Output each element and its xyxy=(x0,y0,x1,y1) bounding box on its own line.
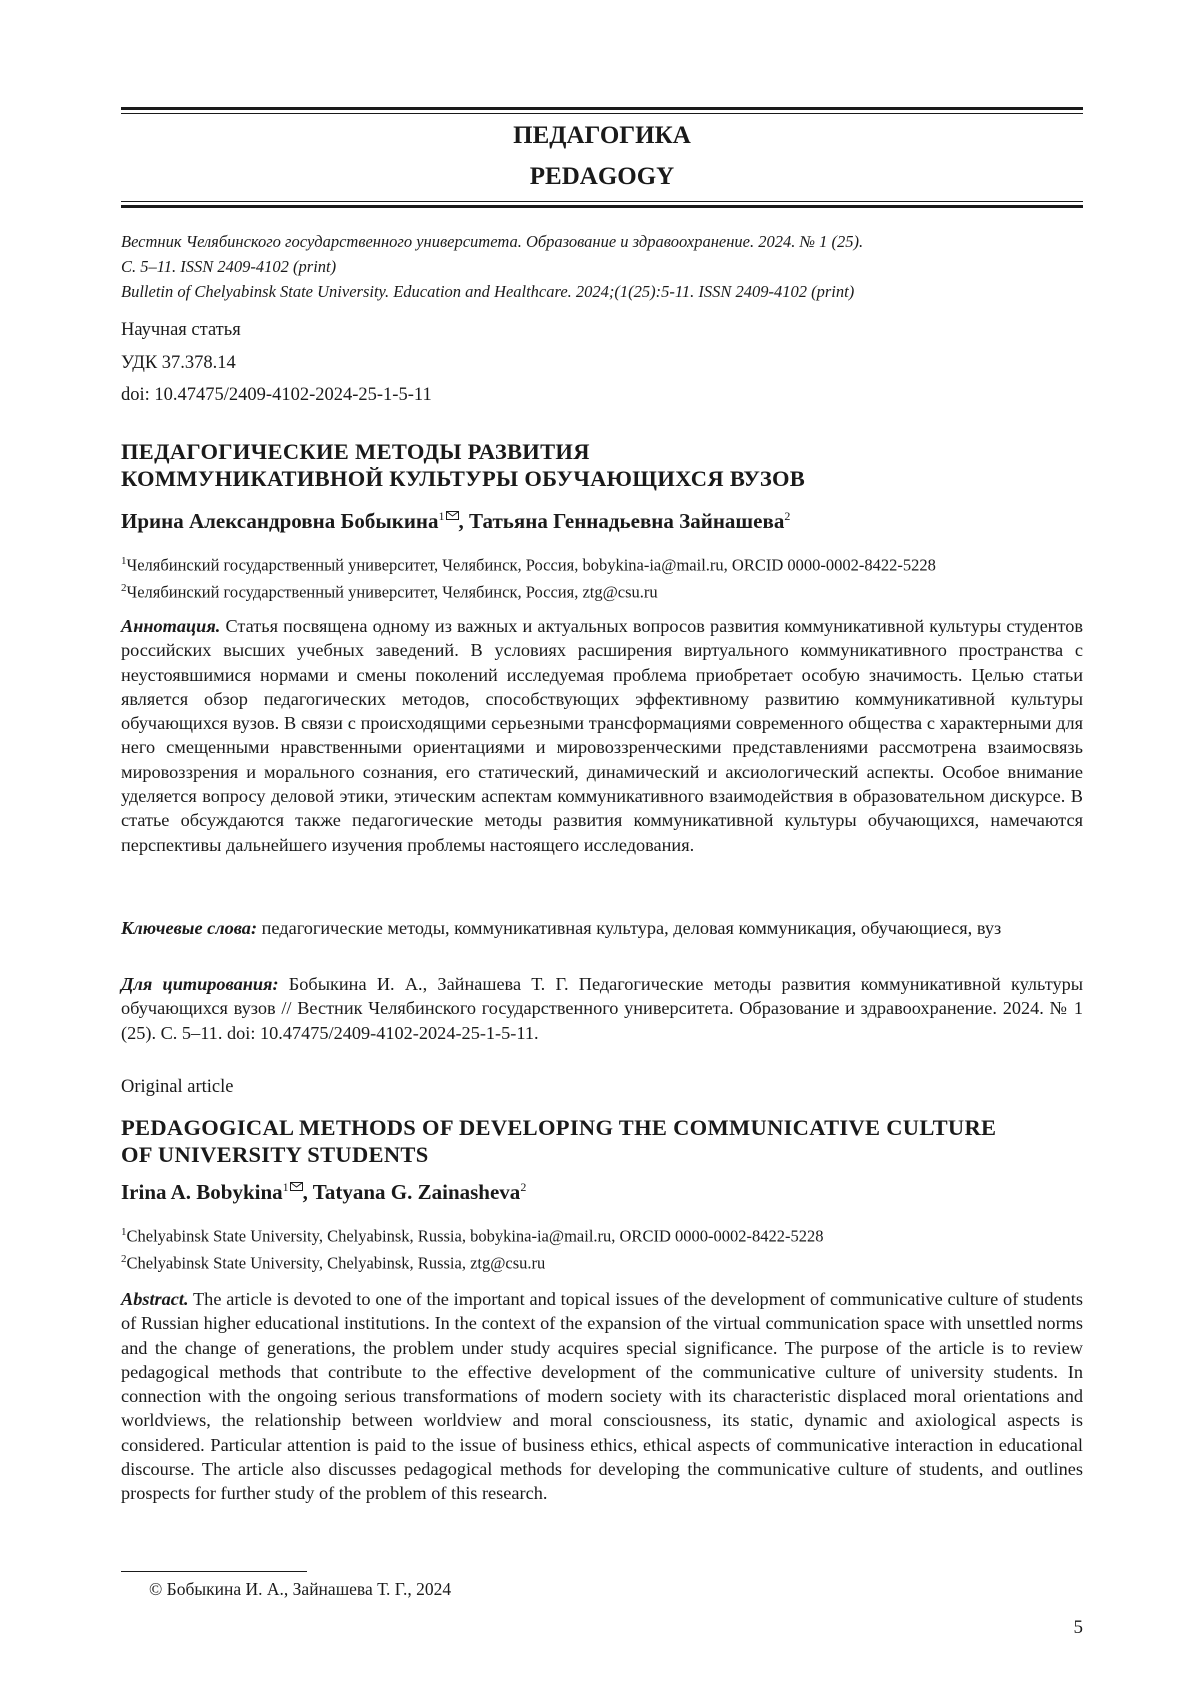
keywords-ru-label: Ключевые слова: xyxy=(121,918,258,938)
article-title-en-line1: PEDAGOGICAL METHODS OF DEVELOPING THE COMMUNICATIVE CULTURE xyxy=(121,1115,997,1140)
affiliation2-ru xyxy=(121,582,658,603)
envelope-icon xyxy=(290,1182,303,1191)
author2-ru-sup: 2 xyxy=(784,509,791,523)
article-type-en: Original article xyxy=(121,1077,234,1097)
header-rule-thin xyxy=(121,201,1083,202)
abstract-ru-text: Статья посвящена одному из важных и актуальных вопросов развития коммуникативной культуры студентов российских высших учебных заведений. В условиях расширения виртуального коммуникативного пространства с неустоявшимися нормами и смены поколений исследуемая проблема приобретает особую значимость. Целью статьи является обзор педагогических методов, способствующих эффективному развитию коммуникативной культуры обучающихся вузов. В связи с происходящими серьезными трансформациями современного общества с характерными для него смещенными нравственными ориентациями и мировоззренческими представлениями рассмотрена взаимосвязь мировоззрения и морального сознания, его статический, динамический и аксиологический аспекты. Особое внимание уделяется вопросу деловой этики, этическим аспектам коммуникативного взаимодействия в образовательном дискурсе. В статье обсуждаются также педагогические методы развития коммуникативной культуры обучающихся, намечаются перспективы дальнейшего изучения проблемы настоящего исследования. xyxy=(121,616,1083,855)
author2-ru: Татьяна Геннадьевна Зайнашева xyxy=(469,509,785,533)
article-title-en xyxy=(121,1114,1083,1168)
author2-en: Tatyana G. Zainasheva xyxy=(312,1180,521,1204)
authors-en: Irina A. Bobykina$^1$ , Tatyana G. Zainasheva$^2$ xyxy=(121,1180,527,1204)
author1-en: Irina A. Bobykina xyxy=(121,1180,283,1204)
doi: doi: 10.47475/2409-4102-2024-25-1-5-11 xyxy=(121,385,432,405)
header-rule-thick xyxy=(121,205,1083,208)
article-title-ru-line2: КОММУНИКАТИВНОЙ КУЛЬТУРЫ ОБУЧАЮЩИХСЯ ВУЗОВ xyxy=(121,466,806,491)
section-title-ru: ПЕДАГОГИКА xyxy=(513,122,691,149)
abstract-ru xyxy=(121,614,1083,857)
article-title-ru xyxy=(121,438,1083,492)
abstract-en xyxy=(121,1287,1083,1506)
envelope-icon xyxy=(446,511,459,520)
top-rule-thin xyxy=(121,113,1083,114)
affiliation1-en xyxy=(121,1226,823,1247)
cite-ru-text: Бобыкина И. А., Зайнашева Т. Г. Педагогические методы развития коммуникативной культуры обучающихся вузов // Вестник Челябинского государственного университета. Образование и здравоохранение. 2024. № 1 (25). С. 5–11. doi: 10.47475/2409-4102-2024-25-1-5-11. xyxy=(121,974,1084,1043)
section-title-en: PEDAGOGY xyxy=(529,163,675,190)
abstract-en-text: The article is devoted to one of the important and topical issues of the development of communicative culture of students of Russian higher educational institutions. In the context of the expansion of the virtual communication space with unsettled norms and the change of generations, the problem under study acquires special significance. The purpose of the article is to review pedagogical methods that contribute to the effective development of the communicative culture of university students. In connection with the ongoing serious transformations of modern society with its characteristic displaced moral orientations and worldviews, the relationship between worldview and moral consciousness, its static, dynamic and axiological aspects is considered. Particular attention is paid to the issue of business ethics, ethical aspects of communicative interaction in educational discourse. The article also discusses pedagogical methods for developing the communicative culture of students, and outlines prospects for further study of the problem of this research. xyxy=(121,1289,1083,1504)
author1-ru-sup: 1 xyxy=(438,509,445,523)
affiliation1-ru-num: 1 xyxy=(121,555,127,567)
affiliation2-en xyxy=(121,1253,545,1274)
authors-ru: Ирина Александровна Бобыкина$^1$ , Татьяна Геннадьевна Зайнашева$^2$ xyxy=(121,509,791,533)
udk: УДК 37.378.14 xyxy=(121,353,236,373)
article-title-en-line2: OF UNIVERSITY STUDENTS xyxy=(121,1142,429,1167)
cite-ru xyxy=(121,972,1083,1045)
author2-en-sup: 2 xyxy=(520,1180,527,1194)
citation-header-line2: С. 5–11. ISSN 2409-4102 (print) xyxy=(121,257,337,276)
article-type-ru: Научная статья xyxy=(121,320,241,340)
affiliation2-ru-num: 2 xyxy=(121,582,127,594)
author1-ru: Ирина Александровна Бобыкина xyxy=(121,509,439,533)
footnote-rule xyxy=(121,1571,307,1572)
affiliation1-ru xyxy=(121,555,936,576)
cite-ru-label: Для цитирования: xyxy=(121,974,279,994)
abstract-ru-label: Аннотация. xyxy=(121,616,221,636)
citation-header-line3: Bulletin of Chelyabinsk State University. Education and Healthcare. 2024;(1(25):5-11. ISSN 2409-4102 (print) xyxy=(121,282,855,301)
author1-en-sup: 1 xyxy=(282,1180,289,1194)
page-number: 5 xyxy=(1073,1617,1083,1638)
citation-header xyxy=(121,229,1083,304)
article-title-ru-line1: ПЕДАГОГИЧЕСКИЕ МЕТОДЫ РАЗВИТИЯ xyxy=(121,439,590,464)
top-rule-thick xyxy=(121,107,1083,110)
copyright-footnote: © Бобыкина И. А., Зайнашева Т. Г., 2024 xyxy=(149,1579,452,1599)
citation-header-line1: Вестник Челябинского государственного университета. Образование и здравоохранение. 2024. № 1 (25). xyxy=(121,232,864,251)
keywords-ru-text: педагогические методы, коммуникативная культура, деловая коммуникация, обучающиеся, вуз xyxy=(261,918,1002,938)
affiliation1-ru-text: Челябинский государственный университет, Челябинск, Россия, bobykina-ia@mail.ru, ORCID 0000-0002-8422-5228 xyxy=(126,555,936,575)
abstract-en-label: Abstract. xyxy=(121,1289,189,1309)
affiliation2-en-num: 2 xyxy=(121,1253,127,1265)
keywords-ru xyxy=(121,916,1083,940)
affiliation2-en-text: Chelyabinsk State University, Chelyabinsk, Russia, ztg@csu.ru xyxy=(126,1253,546,1273)
affiliation1-en-num: 1 xyxy=(121,1226,127,1238)
affiliation2-ru-text: Челябинский государственный университет, Челябинск, Россия, ztg@csu.ru xyxy=(126,582,658,602)
affiliation1-en-text: Chelyabinsk State University, Chelyabinsk, Russia, bobykina-ia@mail.ru, ORCID 0000-0002-8422-5228 xyxy=(126,1226,824,1246)
